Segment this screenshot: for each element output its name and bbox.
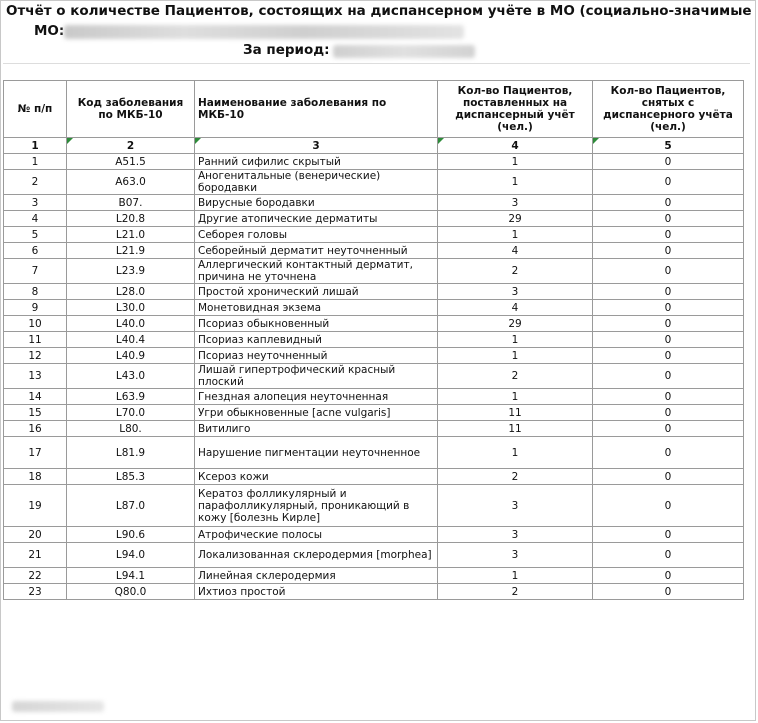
col-number-3: 3	[195, 138, 438, 154]
table-row	[4, 227, 744, 243]
row-removed-count: 0	[593, 195, 744, 211]
row-code: Q80.0	[67, 584, 195, 600]
period-value-redacted	[333, 45, 475, 58]
row-removed-count: 0	[593, 421, 744, 437]
row-added-count: 2	[438, 584, 593, 600]
row-removed-count: 0	[593, 332, 744, 348]
row-number: 22	[4, 568, 67, 584]
row-number: 13	[4, 364, 67, 389]
row-added-count: 4	[438, 300, 593, 316]
row-number: 10	[4, 316, 67, 332]
row-code: L94.0	[67, 543, 195, 568]
row-number: 16	[4, 421, 67, 437]
row-code: L80.	[67, 421, 195, 437]
row-name: Ранний сифилис скрытый	[195, 154, 438, 170]
row-added-count: 11	[438, 421, 593, 437]
table-row	[4, 195, 744, 211]
row-code: L40.9	[67, 348, 195, 364]
row-code: L21.9	[67, 243, 195, 259]
row-added-count: 2	[438, 364, 593, 389]
row-number: 14	[4, 389, 67, 405]
col-number-1: 1	[4, 138, 67, 154]
row-number: 19	[4, 485, 67, 527]
row-removed-count: 0	[593, 568, 744, 584]
row-removed-count: 0	[593, 348, 744, 364]
row-code: L30.0	[67, 300, 195, 316]
row-added-count: 1	[438, 227, 593, 243]
col-header-code: Код заболевания по МКБ-10	[67, 81, 195, 138]
row-added-count: 1	[438, 348, 593, 364]
row-removed-count: 0	[593, 316, 744, 332]
col-number-4: 4	[438, 138, 593, 154]
row-number: 4	[4, 211, 67, 227]
row-code: L21.0	[67, 227, 195, 243]
row-name: Псориаз обыкновенный	[195, 316, 438, 332]
row-name: Гнездная алопеция неуточненная	[195, 389, 438, 405]
row-code: L40.0	[67, 316, 195, 332]
table-row	[4, 527, 744, 543]
row-added-count: 11	[438, 405, 593, 421]
row-removed-count: 0	[593, 211, 744, 227]
table-row	[4, 348, 744, 364]
row-added-count: 3	[438, 195, 593, 211]
row-code: A51.5	[67, 154, 195, 170]
col-header-removed: Кол-во Пациентов, снятых с диспансерного учёта (чел.)	[593, 81, 744, 138]
row-added-count: 3	[438, 485, 593, 527]
row-added-count: 1	[438, 170, 593, 195]
row-number: 18	[4, 469, 67, 485]
row-name: Аллергический контактный дерматит, причина не уточнена	[195, 259, 438, 284]
table-header-row	[4, 81, 744, 138]
table-row	[4, 154, 744, 170]
cell-marker-icon	[438, 138, 444, 144]
row-removed-count: 0	[593, 170, 744, 195]
column-number-row	[4, 138, 744, 154]
row-name: Витилиго	[195, 421, 438, 437]
row-number: 12	[4, 348, 67, 364]
cell-marker-icon	[67, 138, 73, 144]
row-name: Аногенитальные (венерические) бородавки	[195, 170, 438, 195]
row-name: Нарушение пигментации неуточненное	[195, 437, 438, 469]
row-removed-count: 0	[593, 584, 744, 600]
row-removed-count: 0	[593, 300, 744, 316]
row-name: Локализованная склеродермия [morphea]	[195, 543, 438, 568]
row-number: 11	[4, 332, 67, 348]
table-row	[4, 485, 744, 527]
table-row	[4, 405, 744, 421]
row-name: Вирусные бородавки	[195, 195, 438, 211]
mo-label: МО:	[34, 23, 65, 39]
row-removed-count: 0	[593, 243, 744, 259]
row-removed-count: 0	[593, 469, 744, 485]
row-number: 17	[4, 437, 67, 469]
row-code: L94.1	[67, 568, 195, 584]
row-removed-count: 0	[593, 527, 744, 543]
row-name: Монетовидная экзема	[195, 300, 438, 316]
row-removed-count: 0	[593, 543, 744, 568]
row-name: Атрофические полосы	[195, 527, 438, 543]
row-number: 9	[4, 300, 67, 316]
row-number: 15	[4, 405, 67, 421]
row-number: 3	[4, 195, 67, 211]
col-header-name: Наименование заболевания по МКБ-10	[195, 81, 438, 138]
row-name: Псориаз неуточненный	[195, 348, 438, 364]
table-row	[4, 211, 744, 227]
row-number: 20	[4, 527, 67, 543]
row-added-count: 29	[438, 211, 593, 227]
period-label: За период:	[243, 42, 330, 58]
row-added-count: 29	[438, 316, 593, 332]
row-removed-count: 0	[593, 284, 744, 300]
row-removed-count: 0	[593, 364, 744, 389]
row-removed-count: 0	[593, 485, 744, 527]
row-code: A63.0	[67, 170, 195, 195]
row-added-count: 3	[438, 527, 593, 543]
row-code: L40.4	[67, 332, 195, 348]
footer-timestamp-redacted	[12, 701, 104, 712]
row-number: 21	[4, 543, 67, 568]
row-name: Себорейный дерматит неуточненный	[195, 243, 438, 259]
col-header-added: Кол-во Пациентов, поставленных на диспансерный учёт (чел.)	[438, 81, 593, 138]
table-row	[4, 243, 744, 259]
row-number: 2	[4, 170, 67, 195]
row-added-count: 1	[438, 568, 593, 584]
table-row	[4, 332, 744, 348]
row-number: 23	[4, 584, 67, 600]
row-removed-count: 0	[593, 154, 744, 170]
row-number: 7	[4, 259, 67, 284]
row-code: L20.8	[67, 211, 195, 227]
report-table	[3, 80, 744, 600]
table-row	[4, 316, 744, 332]
row-removed-count: 0	[593, 227, 744, 243]
row-name: Кератоз фолликулярный и парафолликулярный, проникающий в кожу [болезнь Кирле]	[195, 485, 438, 527]
row-name: Себорея головы	[195, 227, 438, 243]
row-code: L87.0	[67, 485, 195, 527]
row-added-count: 1	[438, 389, 593, 405]
table-row	[4, 389, 744, 405]
row-added-count: 2	[438, 469, 593, 485]
table-row	[4, 364, 744, 389]
row-removed-count: 0	[593, 389, 744, 405]
row-name: Угри обыкновенные [acne vulgaris]	[195, 405, 438, 421]
row-code: L63.9	[67, 389, 195, 405]
col-number-2: 2	[67, 138, 195, 154]
table-row	[4, 284, 744, 300]
table-row	[4, 259, 744, 284]
row-added-count: 1	[438, 437, 593, 469]
row-code: L90.6	[67, 527, 195, 543]
row-added-count: 1	[438, 154, 593, 170]
row-removed-count: 0	[593, 259, 744, 284]
row-code: L23.9	[67, 259, 195, 284]
row-number: 8	[4, 284, 67, 300]
row-name: Ксероз кожи	[195, 469, 438, 485]
row-added-count: 3	[438, 543, 593, 568]
cell-marker-icon	[195, 138, 201, 144]
row-name: Псориаз каплевидный	[195, 332, 438, 348]
row-code: B07.	[67, 195, 195, 211]
row-name: Другие атопические дерматиты	[195, 211, 438, 227]
table-row	[4, 170, 744, 195]
table-row	[4, 300, 744, 316]
report-title: Отчёт о количестве Пациентов, состоящих на диспансерном учёте в МО (социально-значимые	[6, 3, 752, 19]
row-removed-count: 0	[593, 437, 744, 469]
table-row	[4, 584, 744, 600]
col-header-number: № п/п	[4, 81, 67, 138]
row-removed-count: 0	[593, 405, 744, 421]
table-row	[4, 469, 744, 485]
row-added-count: 3	[438, 284, 593, 300]
row-added-count: 1	[438, 332, 593, 348]
row-number: 6	[4, 243, 67, 259]
row-number: 1	[4, 154, 67, 170]
header-divider	[3, 63, 750, 64]
row-code: L28.0	[67, 284, 195, 300]
table-row	[4, 543, 744, 568]
row-name: Линейная склеродермия	[195, 568, 438, 584]
row-code: L43.0	[67, 364, 195, 389]
table-row	[4, 421, 744, 437]
row-code: L81.9	[67, 437, 195, 469]
row-added-count: 2	[438, 259, 593, 284]
row-name: Лишай гипертрофический красный плоский	[195, 364, 438, 389]
table-row	[4, 437, 744, 469]
mo-value-redacted	[64, 25, 464, 39]
row-added-count: 4	[438, 243, 593, 259]
row-code: L70.0	[67, 405, 195, 421]
cell-marker-icon	[593, 138, 599, 144]
table-row	[4, 568, 744, 584]
row-name: Ихтиоз простой	[195, 584, 438, 600]
row-name: Простой хронический лишай	[195, 284, 438, 300]
row-number: 5	[4, 227, 67, 243]
col-number-5: 5	[593, 138, 744, 154]
row-code: L85.3	[67, 469, 195, 485]
